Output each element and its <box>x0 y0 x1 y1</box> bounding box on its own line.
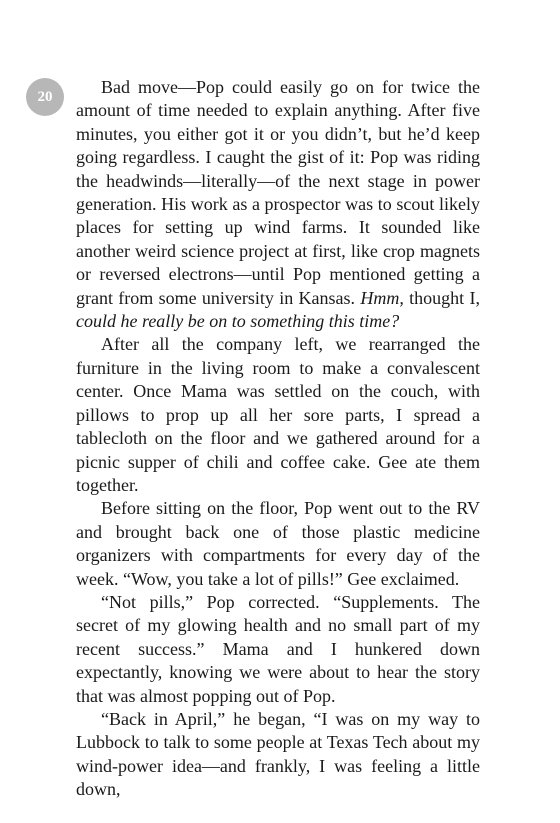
text-segment: Bad move—Pop could easily go on for twice the amount of time needed to explain anything. After five minutes, you either got it or you didn’t, but he’d keep going regardless. I caught the gist of it: Pop was riding the headwinds—literally—of the next stage in power generation. His work as a prospector was to scout likely places for setting up wind farms. It sounded like another weird science project at first, like crop magnets or reversed electrons—until Pop mentioned getting a grant from some university in Kansas. <box>76 77 480 308</box>
text-segment: thought I, <box>403 287 480 308</box>
paragraph <box>76 497 480 591</box>
paragraph <box>76 333 480 497</box>
italic-text-segment: Hmm, <box>360 287 404 308</box>
body-text <box>76 76 480 802</box>
text-segment: “Not pills,” Pop corrected. “Supplements. The secret of my glowing health and no small part of my recent success.” Mama and I hunkered down expectantly, knowing we were about to hear the story that was almost popping out of Pop. <box>76 591 480 706</box>
page-number: 20 <box>37 88 53 105</box>
text-segment: After all the company left, we rearranged the furniture in the living room to make a convalescent center. Once Mama was settled on the couch, with pillows to prop up all her sore parts, I spread a tablecloth on the floor and we gathered around for a picnic supper of chili and coffee cake. Gee ate them together. <box>76 334 480 495</box>
paragraph <box>76 76 480 333</box>
text-segment: Before sitting on the floor, Pop went out to the RV and brought back one of those plastic medicine organizers with compartments for every day of the week. “Wow, you take a lot of pills!” Gee exclaimed. <box>76 498 480 589</box>
page-number-badge <box>26 78 64 116</box>
italic-text-segment: could he really be on to something this time? <box>76 311 400 332</box>
paragraph <box>76 708 480 802</box>
paragraph <box>76 591 480 708</box>
text-segment: “Back in April,” he began, “I was on my way to Lubbock to talk to some people at Texas Tech about my wind-power idea—and frankly, I was feeling a little down, <box>76 708 480 800</box>
